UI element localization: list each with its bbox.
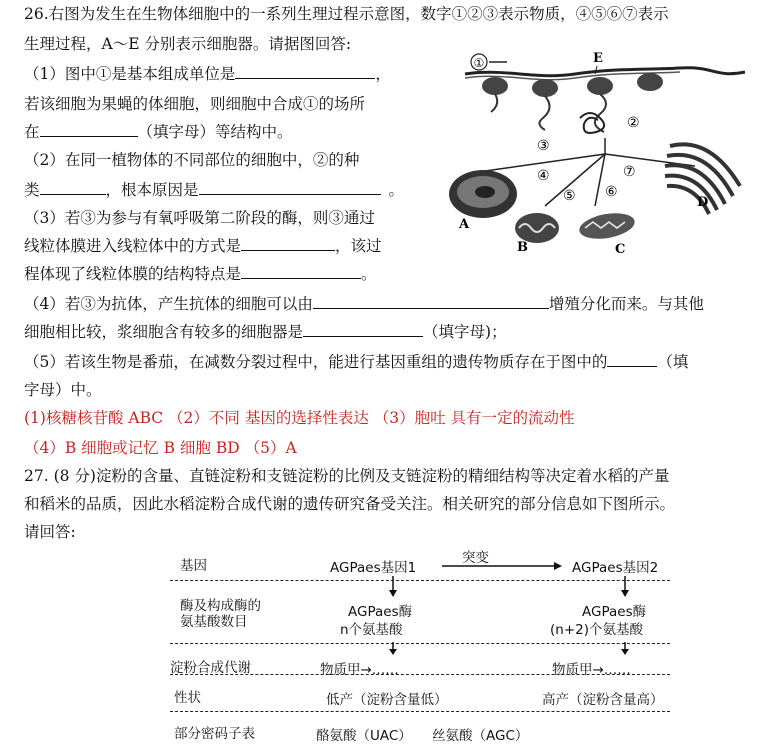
q26-part1-end: ， xyxy=(375,65,391,83)
row-label-codon-table: 部分密码子表 xyxy=(174,726,255,742)
q26-part3-text2: ，该过 xyxy=(335,237,382,255)
q27-line-1: 27. (8 分)淀粉的含量、直链淀粉和支链淀粉的比例及支链淀粉的精细结构等决定着水稻的产量 xyxy=(24,467,670,485)
q26-part4-text: （4）若③为抗体，产生抗体的细胞可以由 xyxy=(24,295,313,313)
organelle-figure xyxy=(445,46,750,261)
row-label-gene: 基因 xyxy=(180,558,207,574)
row-label-enzyme xyxy=(180,598,261,630)
label-num-5: ⑤ xyxy=(563,188,576,204)
label-num-4: ④ xyxy=(537,168,550,184)
trait2-label: 高产（淀粉含量高） xyxy=(542,692,664,708)
row-label-enzyme-2: 氨基酸数目 xyxy=(180,614,248,630)
label-B: B xyxy=(517,240,528,255)
divider xyxy=(170,674,670,675)
q27-line-2: 和稻米的品质，因此水稻淀粉合成代谢的遗传研究备受关注。相关研究的部分信息如下图所示。 xyxy=(24,495,676,513)
q26-part2-text: 类 xyxy=(24,181,40,199)
label-A: A xyxy=(459,217,470,232)
enzyme2-label: AGPaes酶 xyxy=(582,604,647,620)
substance1-label: 物质甲→…… xyxy=(320,662,399,678)
q26-part3-text: 线粒体膜进入线粒体中的方式是 xyxy=(24,237,242,255)
answer-blank[interactable] xyxy=(40,180,106,195)
q26-line-6: （2）在同一植物体的不同部位的细胞中，②的种 xyxy=(24,151,360,169)
q26-line-10 xyxy=(24,264,377,284)
ribosome-shape xyxy=(637,73,663,91)
q26-line-2: 生理过程，A～E 分别表示细胞器。请据图回答: xyxy=(24,35,352,53)
q26-part4-text4: （填字母)； xyxy=(423,323,507,341)
q26-line-7 xyxy=(24,180,404,200)
answer-blank[interactable] xyxy=(40,122,138,137)
answer-line-2: （4）B 细胞或记忆 B 细胞 BD （5）A xyxy=(24,439,297,457)
label-C: C xyxy=(615,242,626,257)
q26-line-1: 26.右图为发生在生物体细胞中的一系列生理过程示意图，数字①②③表示物质，④⑤⑥⑦表示 xyxy=(24,5,669,23)
substance2-label: 物质甲→…… xyxy=(552,662,631,678)
q26-part1-text: （1）图中①是基本组成单位是 xyxy=(24,65,236,83)
q26-part1-text2: 在 xyxy=(24,123,40,141)
answer-blank[interactable] xyxy=(235,64,375,79)
ribosome-shape xyxy=(482,77,508,95)
q26-line-4: 若该细胞为果蝇的体细胞，则细胞中合成①的场所 xyxy=(24,95,366,113)
q26-part5-text2: （填 xyxy=(657,353,689,371)
enzyme1-label: AGPaes酶 xyxy=(348,604,413,620)
label-num-1: ① xyxy=(473,56,485,70)
q26-part5-text: （5）若该生物是番茄，在减数分裂过程中，能进行基因重组的遗传物质存在于图中的 xyxy=(24,353,608,371)
answer-blank[interactable] xyxy=(241,236,335,251)
label-D: D xyxy=(697,195,709,210)
q26-line-3 xyxy=(24,64,391,84)
codon2-label: 丝氨酸（AGC） xyxy=(432,728,529,744)
q26-part4-text2: 增殖分化而来。与其他 xyxy=(548,295,704,313)
label-num-2: ② xyxy=(627,115,640,131)
q26-part1-text3: （填字母）等结构中。 xyxy=(137,123,293,141)
down-arrow-icon xyxy=(388,576,398,598)
q26-part2-text2: ，根本原因是 xyxy=(105,181,199,199)
answer-blank[interactable] xyxy=(607,352,657,367)
ribosome-shape xyxy=(587,77,613,95)
gene1-label: AGPaes基因1 xyxy=(330,560,417,576)
ribosome-shape xyxy=(532,79,558,97)
q26-line-5 xyxy=(24,122,293,142)
gene-mutation-diagram xyxy=(170,546,690,746)
q26-line-13 xyxy=(24,352,688,372)
divider xyxy=(170,580,670,581)
divider xyxy=(170,643,670,644)
row-label-trait: 性状 xyxy=(174,690,201,706)
enzyme1-aa-count: n个氨基酸 xyxy=(340,622,403,638)
q26-line-8: （3）若③为参与有氧呼吸第二阶段的酶，则③通过 xyxy=(24,209,375,227)
answer-blank[interactable] xyxy=(313,294,549,309)
q26-part3-end: 。 xyxy=(361,265,377,283)
q27-line-3: 请回答: xyxy=(24,523,76,541)
row-label-metabolism: 淀粉合成代谢 xyxy=(170,660,251,676)
answer-blank[interactable] xyxy=(303,322,423,337)
q26-line-14: 字母）中。 xyxy=(24,381,102,399)
q26-part4-text3: 细胞相比较，浆细胞含有较多的细胞器是 xyxy=(24,323,304,341)
mutation-arrow-icon xyxy=(442,560,562,572)
label-num-3: ③ xyxy=(537,138,550,154)
answer-blank[interactable] xyxy=(241,264,361,279)
answer-line-1: (1)核糖核苷酸 ABC （2）不同 基因的选择性表达 （3）胞吐 具有一定的流动性 xyxy=(24,409,575,427)
gene2-label: AGPaes基因2 xyxy=(572,560,659,576)
q26-line-9 xyxy=(24,236,382,256)
trait1-label: 低产（淀粉含量低） xyxy=(326,692,448,708)
q26-part2-end: 。 xyxy=(388,181,405,199)
organelle-C-shape xyxy=(577,209,636,242)
q26-part3-text3: 程体现了线粒体膜的结构特点是 xyxy=(24,265,242,283)
label-num-6: ⑥ xyxy=(605,184,618,200)
q26-line-11 xyxy=(24,294,704,314)
label-E: E xyxy=(593,51,603,66)
mutation-label: 突变 xyxy=(462,550,489,566)
row-label-enzyme-1: 酶及构成酶的 xyxy=(180,598,261,614)
label-num-7: ⑦ xyxy=(623,164,636,180)
organelle-B-shape xyxy=(515,213,559,243)
down-arrow-icon xyxy=(620,576,630,598)
codon1-label: 酪氨酸（UAC） xyxy=(316,728,412,744)
q26-line-12 xyxy=(24,322,507,342)
enzyme2-aa-count: (n+2)个氨基酸 xyxy=(550,622,643,638)
down-arrow-icon xyxy=(620,642,630,656)
down-arrow-icon xyxy=(388,642,398,656)
divider xyxy=(170,711,670,712)
answer-blank[interactable] xyxy=(199,180,381,195)
